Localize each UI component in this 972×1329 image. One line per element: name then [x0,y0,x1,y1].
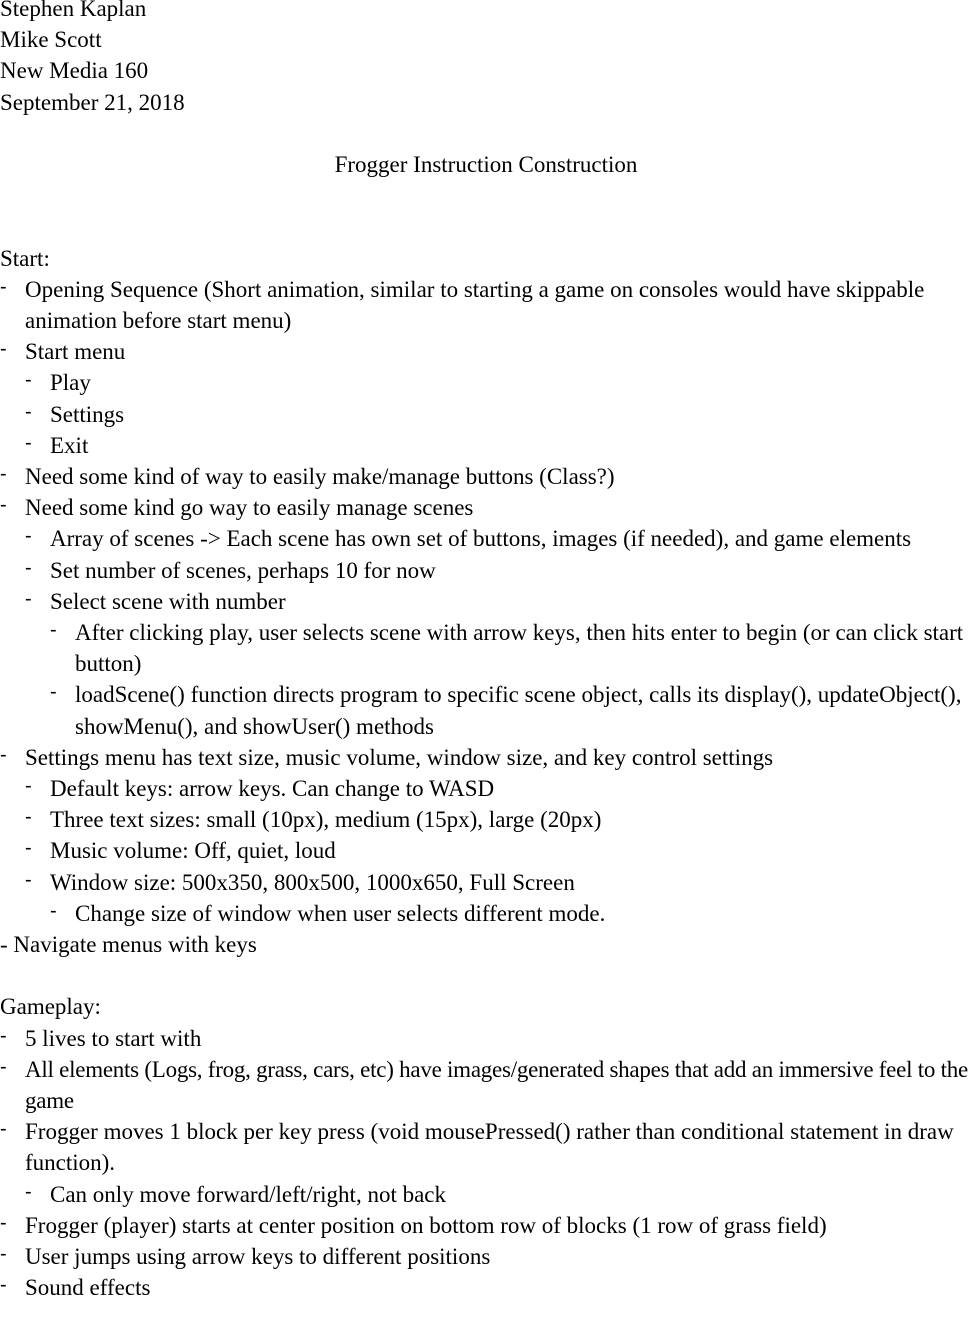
gameplay-heading: Gameplay: [0,994,101,1020]
list-item-text: Select scene with number [50,588,286,614]
bullet-dash: - [0,275,7,298]
list-item-text: Frogger moves 1 block per key press (void mousePressed() rather than conditional statement in draw function). [25,1119,954,1176]
list-item [50,898,972,929]
list-item [25,430,972,461]
list-item-text: Settings [50,401,125,427]
bullet-dash: - [25,400,32,423]
list-item [50,617,972,679]
list-item [0,1210,972,1241]
instructor-name: Mike Scott [0,27,102,53]
bullet-dash: - [0,743,7,766]
list-item-text: Frogger (player) starts at center position on bottom row of blocks (1 row of grass field) [25,1212,827,1238]
spacer [0,960,972,991]
author-name: Stephen Kaplan [0,0,147,21]
bullet-dash: - [50,681,57,704]
spacer [0,118,972,149]
list-item-text: User jumps using arrow keys to different positions [25,1244,491,1270]
start-menu-sublist [25,367,972,461]
list-item [25,773,972,804]
list-item-text: Play [50,370,91,396]
list-item [25,523,972,554]
list-item [0,492,972,742]
moves-sublist [25,1179,972,1210]
bullet-dash: - [50,899,57,922]
list-item-text: loadScene() function directs program to specific scene object, calls its display(), updateObject(), showMenu(), and showUser() methods [75,682,962,739]
start-list [0,274,972,929]
bullet-dash: - [25,587,32,610]
list-item [0,1272,972,1303]
list-item-text: Music volume: Off, quiet, loud [50,838,336,864]
list-item-text: Sound effects [25,1275,151,1301]
list-item-text: Set number of scenes, perhaps 10 for now [50,557,436,583]
scene-select-sublist [50,617,972,742]
bullet-dash: - [0,1243,7,1266]
list-item-text: After clicking play, user selects scene with arrow keys, then hits enter to begin (or can click start button) [75,620,964,677]
list-item [25,867,972,929]
list-item-text: Array of scenes -> Each scene has own set of buttons, images (if needed), and game elements [50,526,912,552]
bullet-dash: - [0,1024,7,1047]
settings-sublist [25,773,972,929]
list-item [50,679,972,741]
course-name: New Media 160 [0,58,149,84]
list-item [0,742,972,929]
list-item-text: Start menu [25,339,126,365]
bullet-dash: - [25,868,32,891]
bullet-dash: - [0,1055,7,1078]
bullet-dash: - [25,431,32,454]
bullet-dash: - [25,369,32,392]
bullet-dash: - [0,1274,7,1297]
list-item-text: Exit [50,432,89,458]
list-item [0,274,972,336]
list-item [0,1023,972,1054]
list-item [0,1116,972,1210]
window-size-sublist [50,898,972,929]
list-item [0,1054,972,1116]
gameplay-list [0,1023,972,1304]
bullet-dash: - [25,1180,32,1203]
list-item-text: Change size of window when user selects different mode. [75,900,606,926]
list-item [25,555,972,586]
bullet-dash: - [25,806,32,829]
list-item [25,1179,972,1210]
bullet-dash: - [50,619,57,642]
bullet-dash: - [25,837,32,860]
bullet-dash: - [0,338,7,361]
bullet-dash: - [0,463,7,486]
list-item-text: Can only move forward/left/right, not back [50,1181,447,1207]
document-title: Frogger Instruction Construction [334,152,638,177]
list-item [25,835,972,866]
list-item-text: Window size: 500x350, 800x500, 1000x650, Full Screen [50,869,575,895]
list-item [0,461,972,492]
list-item [0,1241,972,1272]
list-item [25,399,972,430]
bullet-dash: - [0,1211,7,1234]
bullet-dash: - [0,494,7,517]
scenes-sublist [25,523,972,741]
navigate-note: - Navigate menus with keys [0,932,257,958]
list-item [25,367,972,398]
list-item [25,586,972,742]
list-item-text: Need some kind of way to easily make/manage buttons (Class?) [25,464,615,490]
list-item [0,336,972,461]
list-item-text: All elements (Logs, frog, grass, cars, etc) have images/generated shapes that add an immersive feel to the game [25,1056,968,1114]
list-item-text: Default keys: arrow keys. Can change to WASD [50,776,495,802]
start-heading: Start: [0,245,50,271]
bullet-dash: - [0,1118,7,1141]
list-item-text: Opening Sequence (Short animation, similar to starting a game on consoles would have skippable animation before start menu) [25,276,925,333]
bullet-dash: - [25,525,32,548]
bullet-dash: - [25,556,32,579]
list-item [25,804,972,835]
bullet-dash: - [25,775,32,798]
list-item-text: Settings menu has text size, music volume, window size, and key control settings [25,744,774,770]
document-date: September 21, 2018 [0,89,185,115]
list-item-text: Need some kind go way to easily manage scenes [25,495,474,521]
list-item-text: 5 lives to start with [25,1025,202,1051]
spacer [0,180,972,242]
list-item-text: Three text sizes: small (10px), medium (15px), large (20px) [50,807,602,833]
